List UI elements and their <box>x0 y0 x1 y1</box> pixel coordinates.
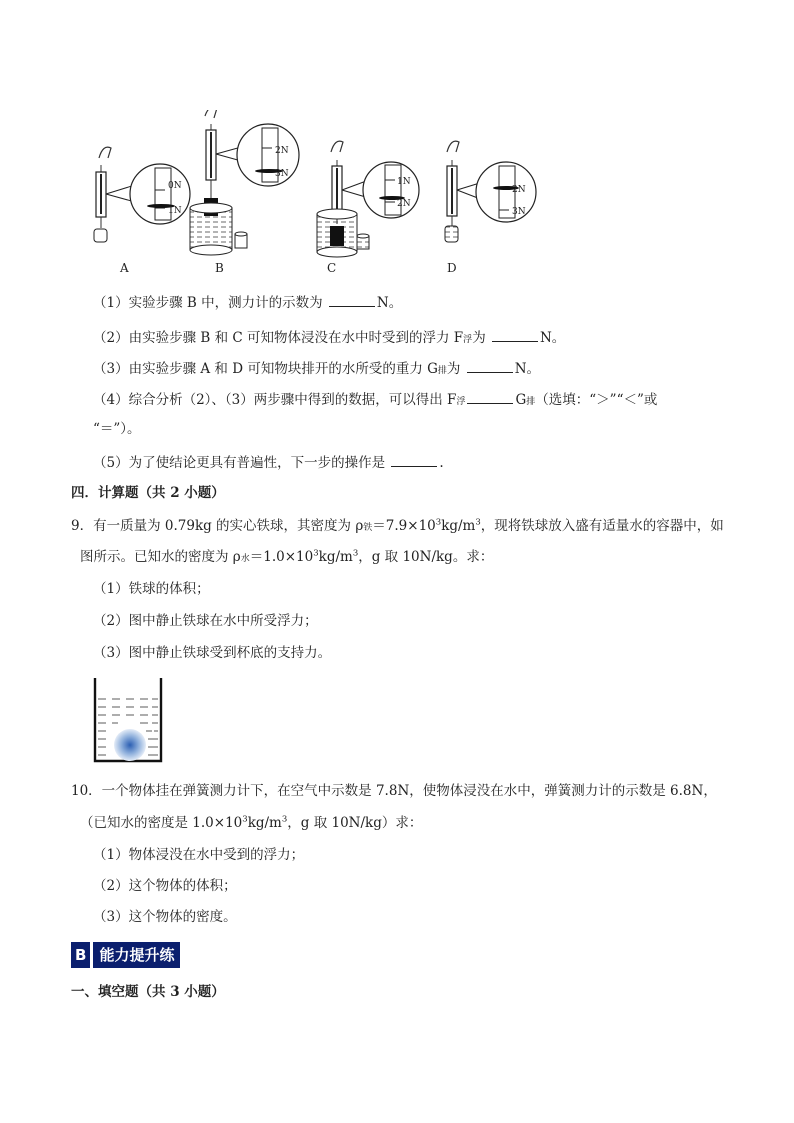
q8-part3-text: （3）由实验步骤 A 和 D 可知物块排开的水所受的重力 G <box>93 361 438 377</box>
answer-blank[interactable] <box>492 327 538 342</box>
q10-text: kg/m <box>247 815 282 831</box>
section-b-title: 能力提升练 <box>93 942 180 968</box>
beaker-figure <box>88 675 168 765</box>
iron-ball <box>114 729 146 761</box>
label-d: D <box>447 261 457 275</box>
q9-line1 <box>71 517 724 537</box>
q8-part2 <box>93 327 565 349</box>
q9-line2 <box>80 548 493 568</box>
q10-text: ，g 取 10N/kg）求： <box>287 815 423 831</box>
q8-part2-text: （2）由实验步骤 B 和 C 可知物体浸没在水中时受到的浮力 F <box>93 330 464 346</box>
subscript: 水 <box>240 554 250 564</box>
q8-part5-text: （5）为了使结论更具有普遍性，下一步的操作是 <box>93 455 390 471</box>
q10-line2 <box>80 814 422 832</box>
superscript: 3 <box>313 548 319 559</box>
q8-part5 <box>93 452 444 472</box>
subscript: 排 <box>437 366 447 376</box>
q10-text: （已知水的密度是 1.0×10 <box>80 815 243 831</box>
gauge-a-top: 0N <box>168 181 182 191</box>
q9-text: 图所示。已知水的密度为 ρ <box>80 549 241 565</box>
setup-d <box>445 141 536 275</box>
q8-part3 <box>93 358 540 380</box>
experiment-figure <box>85 110 545 280</box>
q9-part3: （3）图中静止铁球受到杯底的支持力。 <box>93 645 332 661</box>
gauge-c-top: 1N <box>397 177 411 187</box>
superscript: 3 <box>352 548 359 559</box>
q9-text: kg/m <box>441 518 476 534</box>
section-b-banner <box>71 942 180 968</box>
gauge-b-bottom: 3N <box>275 169 289 179</box>
q9-part2: （2）图中静止铁球在水中所受浮力； <box>93 613 318 629</box>
q10-line1: 10．一个物体挂在弹簧测力计下，在空气中示数是 7.8N，使物体浸没在水中，弹簧测力计的示数是 6.8N， <box>71 783 717 799</box>
superscript: 3 <box>475 517 481 528</box>
answer-blank[interactable] <box>329 292 375 307</box>
q8-part4 <box>93 389 657 411</box>
q8-part3-unit: N。 <box>514 361 541 377</box>
section-b-letter: B <box>71 942 90 968</box>
q8-part2-unit: N。 <box>539 330 566 346</box>
label-c: C <box>327 261 337 275</box>
gauge-d-bottom: 3N <box>512 207 526 217</box>
setup-b <box>190 110 299 275</box>
q9-text: ，g 取 10N/kg。求： <box>358 549 494 565</box>
q8-part4-cont: “＝”）。 <box>93 421 141 437</box>
q8-part4-text: （4）综合分析（2）、（3）两步骤中得到的数据，可以得出 F <box>93 392 457 408</box>
subscript: 浮 <box>463 335 473 345</box>
q8-part3-text-b: 为 <box>446 361 465 377</box>
q8-part4-g: G <box>515 392 527 408</box>
superscript: 3 <box>435 517 442 528</box>
setup-c <box>317 141 419 275</box>
gauge-a-bottom: 1N <box>168 206 182 216</box>
gauge-d-top: 2N <box>512 185 526 195</box>
section-heading: 四．计算题（共 2 小题） <box>71 485 225 501</box>
superscript: 3 <box>242 814 248 825</box>
label-b: B <box>215 261 224 275</box>
answer-blank[interactable] <box>467 358 513 373</box>
gauge-b-top: 2N <box>275 146 289 156</box>
q8-part2-text-b: 为 <box>472 330 490 346</box>
q10-part2: （2）这个物体的体积； <box>93 878 237 894</box>
subscript: 浮 <box>456 397 466 407</box>
q8-part4-options: （选填：“＞”“＜”或 <box>535 392 658 408</box>
superscript: 3 <box>281 814 288 825</box>
q9-text: ，现将铁球放入盛有适量水的容器中，如 <box>480 518 724 534</box>
q9-part1: （1）铁球的体积； <box>93 581 210 597</box>
q10-part3: （3）这个物体的密度。 <box>93 909 237 925</box>
answer-blank[interactable] <box>467 389 513 404</box>
q9-text: kg/m <box>318 549 353 565</box>
q8-part1-unit: N。 <box>376 295 403 311</box>
q8-part1 <box>93 292 402 312</box>
q8-part5-end: . <box>439 455 444 471</box>
subscript: 铁 <box>363 523 373 533</box>
q9-text: ＝7.9×10 <box>372 518 436 534</box>
section-heading: 一、填空题（共 3 小题） <box>71 984 225 1000</box>
q10-part1: （1）物体浸没在水中受到的浮力； <box>93 847 305 863</box>
gauge-c-bottom: 2N <box>397 199 411 209</box>
setup-a <box>94 147 190 275</box>
q9-text: 9．有一质量为 0.79kg 的实心铁球，其密度为 ρ <box>71 518 364 534</box>
answer-blank[interactable] <box>391 452 437 467</box>
subscript: 排 <box>526 397 536 407</box>
q8-part1-text: （1）实验步骤 B 中，测力计的示数为 <box>93 295 327 311</box>
label-a: A <box>120 261 129 275</box>
q9-text: ＝1.0×10 <box>249 549 314 565</box>
